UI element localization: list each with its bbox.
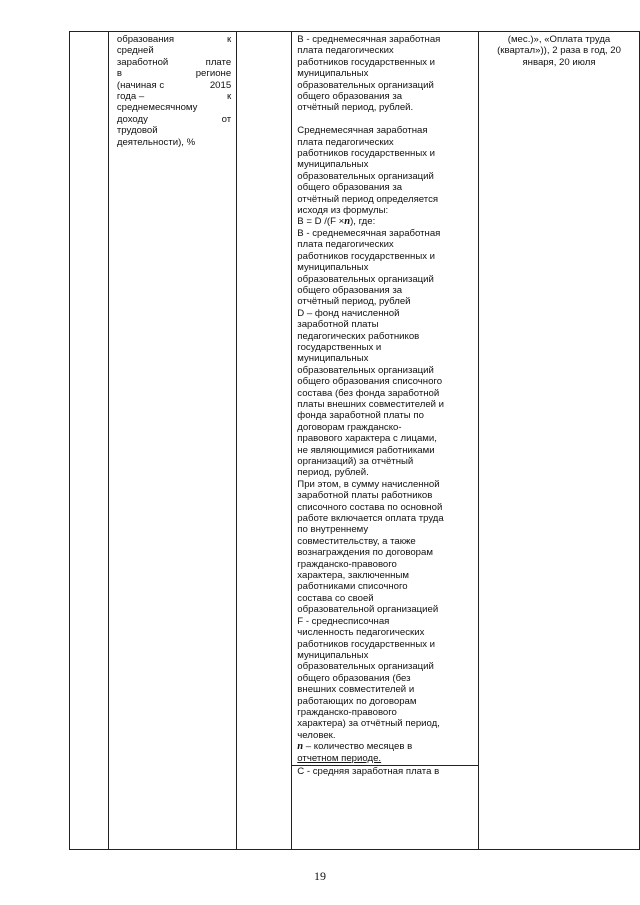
indicator-table (69, 31, 640, 850)
text-line: образовательных организаций (297, 170, 434, 182)
text-line: не являющимися работниками (297, 444, 435, 456)
text-line: муниципальных (297, 159, 369, 171)
text-line: численность педагогических (297, 627, 425, 639)
text-line: плата педагогических (297, 45, 394, 57)
text-line: плата педагогических (297, 239, 394, 251)
indicator-name-cell (108, 32, 236, 850)
text-word: заработной (116, 56, 169, 68)
text-line: работниками списочного (297, 581, 408, 593)
text-line: (квартал»)), 2 раза в год, 20 (497, 45, 621, 57)
text-line: Среднемесячная заработная (297, 125, 428, 137)
text-line (117, 114, 231, 125)
variable-c-definition: С - средняя заработная плата в (297, 765, 440, 777)
text-line: работе включается оплата труда (297, 513, 444, 525)
text-word: к (226, 34, 232, 45)
variable-b-definition (297, 34, 474, 114)
text-line: состава (без фонда заработной (297, 387, 440, 399)
formula-prefix: B = D /(F × (297, 216, 345, 228)
text-line: по внутреннему (297, 524, 369, 536)
n-variable: n (297, 741, 304, 753)
text-line: внешних совместителей и (297, 684, 415, 696)
text-line: договорам гражданско- (297, 421, 402, 433)
text-line: правового характера с лицами, (297, 433, 437, 445)
text-line: плата педагогических (297, 136, 394, 148)
text-line: образовательной организацией (297, 604, 439, 616)
text-line: характера) за отчётный период, (297, 718, 440, 730)
text-line: трудовой (116, 125, 158, 137)
n-text-1: – количество месяцев в (303, 741, 413, 753)
text-line: работающих по договорам (297, 695, 417, 707)
text-line: образовательных организаций (297, 661, 434, 673)
text-line: педагогических работников (297, 330, 420, 342)
text-line: При этом, в сумму начисленной (297, 478, 440, 490)
text-line: работников государственных и (297, 250, 436, 262)
text-word: 2015 (209, 79, 232, 91)
text-line (117, 34, 231, 45)
text-line: муниципальных (297, 262, 369, 274)
text-line: F - среднесписочная (297, 615, 390, 627)
text-line: человек. (297, 729, 336, 741)
text-word: к (226, 91, 232, 103)
page-number: 19 (314, 869, 326, 883)
periodicity-cell (479, 32, 640, 850)
text-line: отчётный период, рублей. (297, 102, 414, 114)
text-line: среднемесячному (116, 102, 198, 114)
text-line (117, 57, 231, 68)
text-line: платы внешних совместителей и (297, 398, 445, 410)
text-line: работников государственных и (297, 56, 436, 68)
text-line (117, 80, 231, 91)
text-line: списочного состава по основной (297, 501, 443, 513)
text-word: доходу (116, 113, 148, 125)
text-line: исходя из формулы: (297, 205, 389, 217)
variable-definitions (297, 228, 474, 741)
n-definition (297, 741, 474, 752)
text-line: образовательных организаций (297, 273, 434, 285)
unit-cell (237, 32, 292, 850)
formula-description (297, 125, 474, 216)
text-line: муниципальных (297, 353, 369, 365)
text-line: заработной платы работников (297, 490, 433, 502)
spacer (297, 114, 474, 125)
text-line: гражданско-правового (297, 558, 397, 570)
text-line: (мес.)», «Оплата труда (507, 34, 611, 45)
text-line: работников государственных и (297, 148, 436, 160)
text-line: муниципальных (297, 649, 369, 661)
text-line: деятельности), % (116, 136, 196, 148)
text-line: образовательных организаций (297, 79, 434, 91)
n-definition-end: отчетном периоде. (297, 752, 382, 764)
text-line: общего образования списочного (297, 376, 443, 388)
text-line: D – фонд начисленной (297, 307, 400, 319)
text-word: плате (205, 56, 232, 68)
formula-suffix: ), где: (350, 216, 376, 228)
formula-variable-n: n (344, 216, 351, 228)
text-line: общего образования за (297, 284, 403, 296)
text-line: образовательных организаций (297, 364, 434, 376)
text-line: января, 20 июля (522, 56, 596, 68)
text-line (117, 68, 231, 79)
formula (297, 216, 474, 227)
text-line: гражданско-правового (297, 706, 397, 718)
text-line: характера, заключенным (297, 570, 409, 582)
text-word: года – (116, 91, 145, 103)
method-cell (292, 32, 479, 850)
text-line: общего образования (без (297, 672, 411, 684)
text-word: образования (116, 34, 175, 45)
text-line: фонда заработной платы по (297, 410, 424, 422)
text-line: период, рублей. (297, 467, 369, 479)
text-line: работников государственных и (297, 638, 436, 650)
number-cell (70, 32, 109, 850)
text-line: В - среднемесячная заработная (297, 227, 441, 239)
text-line: общего образования за (297, 182, 403, 194)
text-line: совместительству, а также (297, 535, 416, 547)
text-line: отчётный период, рублей (297, 296, 411, 308)
text-line: муниципальных (297, 68, 369, 80)
text-line: заработной платы (297, 319, 379, 331)
text-line: В - среднемесячная заработная (297, 34, 441, 45)
text-line: состава со своей (297, 592, 374, 604)
text-line: отчётный период определяется (297, 193, 439, 205)
text-word: от (221, 113, 232, 125)
text-word: регионе (195, 68, 232, 80)
text-word: (начиная с (116, 79, 165, 91)
text-line: вознаграждения по договорам (297, 547, 433, 559)
text-line: общего образования за (297, 91, 403, 103)
text-word: в (116, 68, 122, 80)
text-line: средней (116, 45, 154, 57)
table-row (70, 32, 640, 850)
text-line: государственных и (297, 341, 382, 353)
text-line (117, 91, 231, 102)
text-line: организаций) за отчётный (297, 456, 414, 468)
